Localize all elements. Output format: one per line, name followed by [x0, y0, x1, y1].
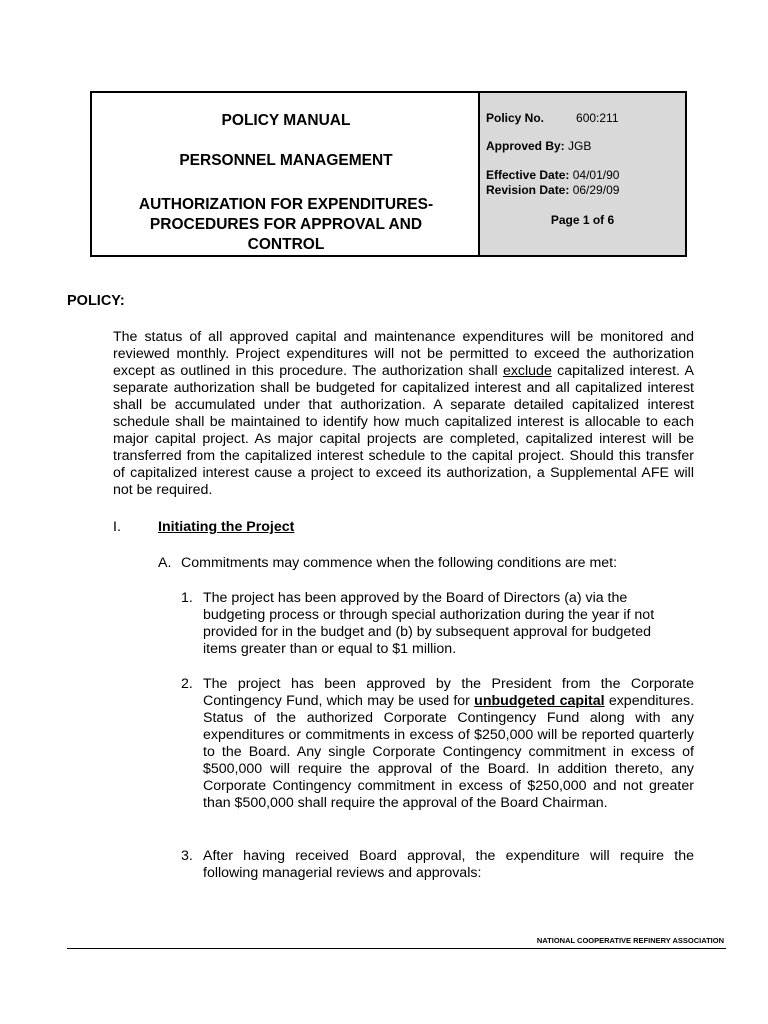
policy-number: Policy No. 600:211: [486, 111, 619, 125]
subsection-text: Commitments may commence when the following conditions are met:: [181, 555, 618, 571]
header-title-block: [92, 93, 480, 255]
approved-by: Approved By: JGB: [486, 139, 592, 153]
policy-title-line-3: CONTROL: [247, 236, 325, 253]
revision-date: Revision Date: 06/29/09: [486, 183, 620, 197]
unbudgeted-capital-emphasis: unbudgeted capital: [474, 693, 605, 709]
list-item-number: 1.: [181, 590, 193, 606]
policy-title-line-1: AUTHORIZATION FOR EXPENDITURES-: [138, 196, 434, 213]
subsection-letter: A.: [158, 555, 172, 571]
policy-paragraph: The status of all approved capital and maintenance expenditures will be monitored and reviewed monthly. Project expenditures will not be permitted to exceed the authorization except as outlined in this procedure. The authorization shall exclude capitalized interest. A separate authorization shall be budgeted for capitalized interest and all capitalized interest shall be accumulated under that authorization. A separate detailed capitalized interest schedule shall be maintained to identify how much capitalized interest is allocable to each major capital project. As major capital projects are completed, capitalized interest will be transferred from the capitalized interest schedule to the capital project. Should this transfer of capitalized interest cause a project to exceed its authorization, a Supplemental AFE will not be required.: [113, 329, 694, 498]
policy-title: [92, 195, 480, 255]
list-item-text: After having received Board approval, the expenditure will require the following managerial reviews and approvals:: [203, 848, 694, 881]
policy-header-box: [90, 91, 687, 257]
policy-heading: POLICY:: [67, 293, 125, 309]
list-item-text: The project has been approved by the Board of Directors (a) via the budgeting process or through special authorization during the year if not provided for in the budget and (b) by subsequent approval for budgeted items greater than or equal to $1 million.: [203, 590, 655, 657]
manual-title: POLICY MANUAL: [221, 112, 351, 129]
list-item-text: The project has been approved by the President from the Corporate Contingency Fund, which may be used for unbudgeted capital expenditures. Status of the authorized Corporate Contingency Fund along with any expenditures or commitments in excess of $250,000 will be reported quarterly to the Board. Any single Corporate Contingency commitment in excess of $500,000 will require the approval of the Board. In addition thereto, any Corporate Contingency commitment in excess of $250,000 and not greater than $500,000 shall require the approval of the Board Chairman.: [203, 676, 695, 811]
footer-divider: [67, 948, 726, 949]
policy-title-line-2: PROCEDURES FOR APPROVAL AND: [149, 216, 423, 233]
page-number: Page 1 of 6: [550, 213, 615, 227]
list-item-number: 3.: [181, 848, 193, 864]
list-item-number: 2.: [181, 676, 193, 692]
header-metadata-block: [480, 93, 685, 255]
section-heading: Initiating the Project: [158, 519, 295, 535]
section-numeral: I.: [113, 519, 121, 535]
footer-organization: NATIONAL COOPERATIVE REFINERY ASSOCIATION: [536, 936, 724, 945]
effective-date: Effective Date: 04/01/90: [486, 168, 620, 182]
department-title: PERSONNEL MANAGEMENT: [179, 152, 393, 169]
exclude-emphasis: exclude: [502, 363, 552, 379]
